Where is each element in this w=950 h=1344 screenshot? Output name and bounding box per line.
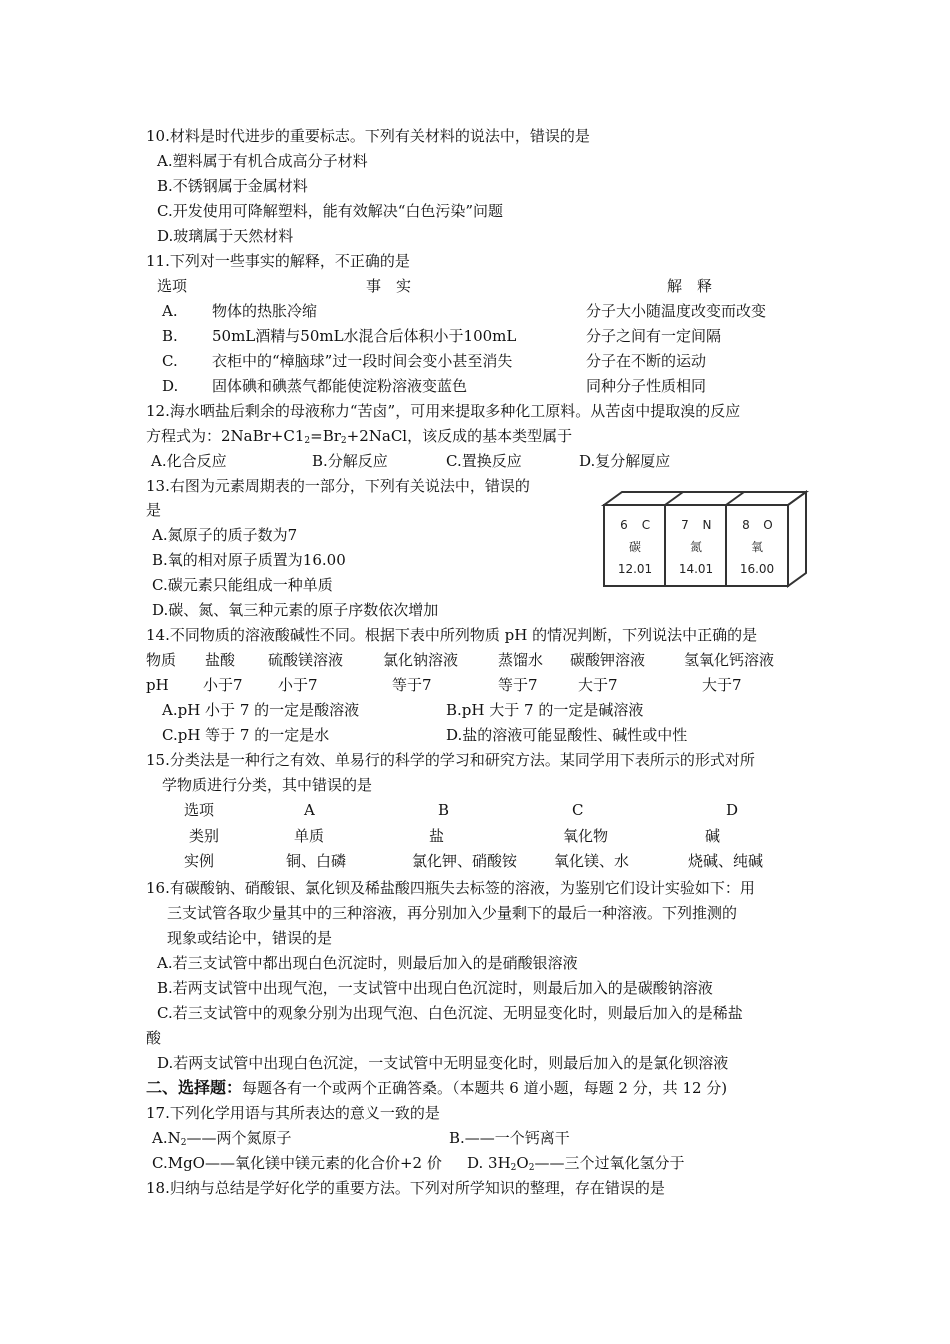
q14-substance-5: 碳酸钾溶液 — [570, 651, 646, 669]
q12-line-2: 方程式为：$2NaBr+C1_2=Br_2+2NaCl$，该反成的基本类型属于 — [146, 427, 573, 446]
element-n-symbol: N — [702, 518, 712, 532]
q12-option-c: C.置换反应 — [446, 452, 522, 470]
element-o-mass: 16.00 — [739, 562, 775, 576]
q15-col-a-example: 铜、白磷 — [286, 852, 347, 870]
q10-option-c: C.开发使用可降解塑料，能有效解决“白色污染”问题 — [157, 202, 504, 220]
q15-line-2: 学物质进行分类，其中错误的是 — [162, 776, 373, 794]
q14-ph-1: 小于7 — [203, 676, 243, 694]
q15-col-d-category: 碱 — [705, 827, 721, 845]
q13-line-2: 是 — [146, 501, 162, 519]
element-n-name: 氮 — [689, 540, 703, 554]
q11-row-b-explain: 分子之间有一定间隔 — [586, 327, 722, 345]
q14-option-c: C.pH 等于 7 的一定是水 — [162, 726, 330, 744]
q11-row-a-fact: 物体的热胀冷缩 — [212, 302, 318, 320]
q10-stem: 10.材料是时代进步的重要标志。下列有关材料的说法中，错误的是 — [146, 127, 590, 145]
element-c-name: 碳 — [628, 540, 642, 554]
q14-option-b: B.pH 大于 7 的一定是碱溶液 — [446, 701, 644, 719]
q15-col-a-category: 单质 — [294, 827, 325, 845]
q16-line-1: 16.有碳酸钠、硝酸银、氯化钡及稀盐酸四瓶失去标签的溶液，为鉴别它们设计实验如下：用 — [146, 879, 755, 897]
element-c-symbol: C — [641, 518, 651, 532]
q12-option-b: B.分解反应 — [312, 452, 388, 470]
q12-option-d: D.复分解厦应 — [579, 452, 671, 470]
q14-ph-6: 大于7 — [702, 676, 742, 694]
q11-row-b-fact: 50mL酒精与50mL水混合后体积小于100mL — [212, 327, 517, 345]
q10-option-b: B.不锈钢属于金属材料 — [157, 177, 308, 195]
q16-option-b: B.若两支试管中出现气泡，一支试管中出现白色沉淀时，则最后加入的是碳酸钠溶液 — [157, 979, 713, 997]
q15-col-c-category: 氧化物 — [563, 827, 609, 845]
q11-header-fact: 事 实 — [366, 277, 412, 295]
q11-row-d-explain: 同种分子性质相同 — [586, 377, 707, 395]
q13-option-d: D.碳、氮、氧三种元素的原子序数依次增加 — [152, 601, 439, 619]
element-o-number: 8 — [742, 518, 750, 532]
q11-row-a-explain: 分子大小随温度改变而改变 — [586, 302, 767, 320]
q15-label-option: 选项 — [184, 801, 215, 819]
q14-option-d: D.盐的溶液可能显酸性、碱性或中性 — [446, 726, 688, 744]
q14-option-a: A.pH 小于 7 的一定是酸溶液 — [162, 701, 360, 719]
q11-row-a-option: A. — [162, 302, 178, 320]
q15-col-c-example: 氧化镁、水 — [554, 852, 630, 870]
element-c-mass: 12.01 — [617, 562, 653, 576]
q14-ph-5: 大于7 — [578, 676, 618, 694]
q15-col-b-example: 氯化钾、硝酸铵 — [412, 852, 518, 870]
q14-substance-1: 盐酸 — [205, 651, 236, 669]
q15-col-d-option: D — [726, 801, 739, 819]
q15-label-example: 实例 — [184, 852, 215, 870]
q16-line-2: 三支试管各取少量其中的三种溶液，再分别加入少量剩下的最后一种溶液。下列推测的 — [167, 904, 738, 922]
q17-option-c: C.MgO——氧化镁中镁元素的化合价+2 价 — [152, 1154, 442, 1172]
element-o-symbol: O — [763, 518, 773, 532]
q15-col-d-example: 烧碱、纯碱 — [688, 852, 764, 870]
q14-substance-label: 物质 — [146, 651, 177, 669]
q14-substance-2: 硫酸镁溶液 — [268, 651, 344, 669]
q11-header-option: 选项 — [157, 277, 188, 295]
q14-substance-6: 氢氧化钙溶液 — [684, 651, 775, 669]
q11-row-c-option: C. — [162, 352, 178, 370]
q16-option-c-line-1: C.若三支试管中的观象分别为出现气泡、白色沉淀、无明显变化时，则最后加入的是稀盐 — [157, 1004, 743, 1022]
periodic-table-figure — [600, 489, 810, 589]
q15-col-c-option: C — [572, 801, 584, 819]
q17-option-b: B.——一个钙离干 — [449, 1129, 570, 1147]
q13-option-c: C.碳元素只能组成一种单质 — [152, 576, 333, 594]
q14-ph-label: pH — [146, 676, 169, 694]
element-o-name: 氧 — [750, 540, 764, 554]
q11-stem: 11.下列对一些事实的解释，不正确的是 — [146, 252, 410, 270]
q10-option-d: D.玻璃属于天然材料 — [157, 227, 294, 245]
q17-option-d: D. $3H_2O_2——$三个过氧化氢分于 — [467, 1154, 685, 1173]
q12-option-a: A.化合反应 — [151, 452, 227, 470]
q17-stem: 17.下列化学用语与其所表达的意义一致的是 — [146, 1104, 440, 1122]
q11-row-c-explain: 分子在不断的运动 — [586, 352, 707, 370]
q12-line-1: 12.海水晒盐后剩余的母液称力“苦卤”，可用来提取多种化工原料。从苦卤中提取溴的反应 — [146, 402, 741, 420]
element-n-mass: 14.01 — [678, 562, 714, 576]
q14-substance-3: 氯化钠溶液 — [383, 651, 459, 669]
q15-col-a-option: A — [304, 801, 315, 819]
q13-option-a: A.氮原子的质子数为7 — [152, 526, 298, 544]
q15-label-category: 类别 — [189, 827, 220, 845]
q16-line-3: 现象或结论中，错误的是 — [167, 929, 333, 947]
q15-col-b-category: 盐 — [429, 827, 445, 845]
q14-ph-3: 等于7 — [392, 676, 432, 694]
q13-option-b: B.氧的相对原子质置为16.00 — [152, 551, 346, 569]
q18-stem: 18.归纳与总结是学好化学的重要方法。下列对所学知识的整理，存在错误的是 — [146, 1179, 665, 1197]
q11-row-c-fact: 衣柜中的“樟脑球”过一段时间会变小甚至消失 — [212, 352, 513, 370]
q14-ph-4: 等于7 — [498, 676, 538, 694]
q16-option-c-line-2: 酸 — [146, 1029, 162, 1047]
q16-option-d: D.若两支试管中出现白色沉淀，一支试管中无明显变化时，则最后加入的是氯化钡溶液 — [157, 1054, 729, 1072]
q14-stem: 14.不同物质的溶液酸碱性不同。根据下表中所列物质 pH 的情况判断，下列说法中正确的是 — [146, 626, 758, 644]
q17-option-a: $A.N_2——$两个氮原子 — [152, 1129, 292, 1148]
q13-line-1: 13.右图为元素周期表的一部分，下列有关说法中，错误的 — [146, 477, 530, 495]
q11-row-d-fact: 固体碘和碘蒸气都能使淀粉溶液变蓝色 — [212, 377, 468, 395]
q15-line-1: 15.分类法是一种行之有效、单易行的科学的学习和研究方法。某同学用下表所示的形式对所 — [146, 751, 755, 769]
q11-row-b-option: B. — [162, 327, 178, 345]
q11-header-explain: 解 释 — [667, 277, 713, 295]
q15-col-b-option: B — [438, 801, 450, 819]
section-2-heading: 二、选择题：每题各有一个或两个正确答桑。（本题共 6 道小题，每题 2 分，共 12 分) — [146, 1078, 728, 1097]
q16-option-a: A.若三支试管中都出现白色沉淀时，则最后加入的是硝酸银溶液 — [157, 954, 578, 972]
q11-row-d-option: D. — [162, 377, 179, 395]
element-c-number: 6 — [620, 518, 628, 532]
q10-option-a: A.塑料属于有机合成高分子材料 — [157, 152, 368, 170]
q14-substance-4: 蒸馏水 — [498, 651, 544, 669]
element-n-number: 7 — [681, 518, 689, 532]
q14-ph-2: 小于7 — [278, 676, 318, 694]
